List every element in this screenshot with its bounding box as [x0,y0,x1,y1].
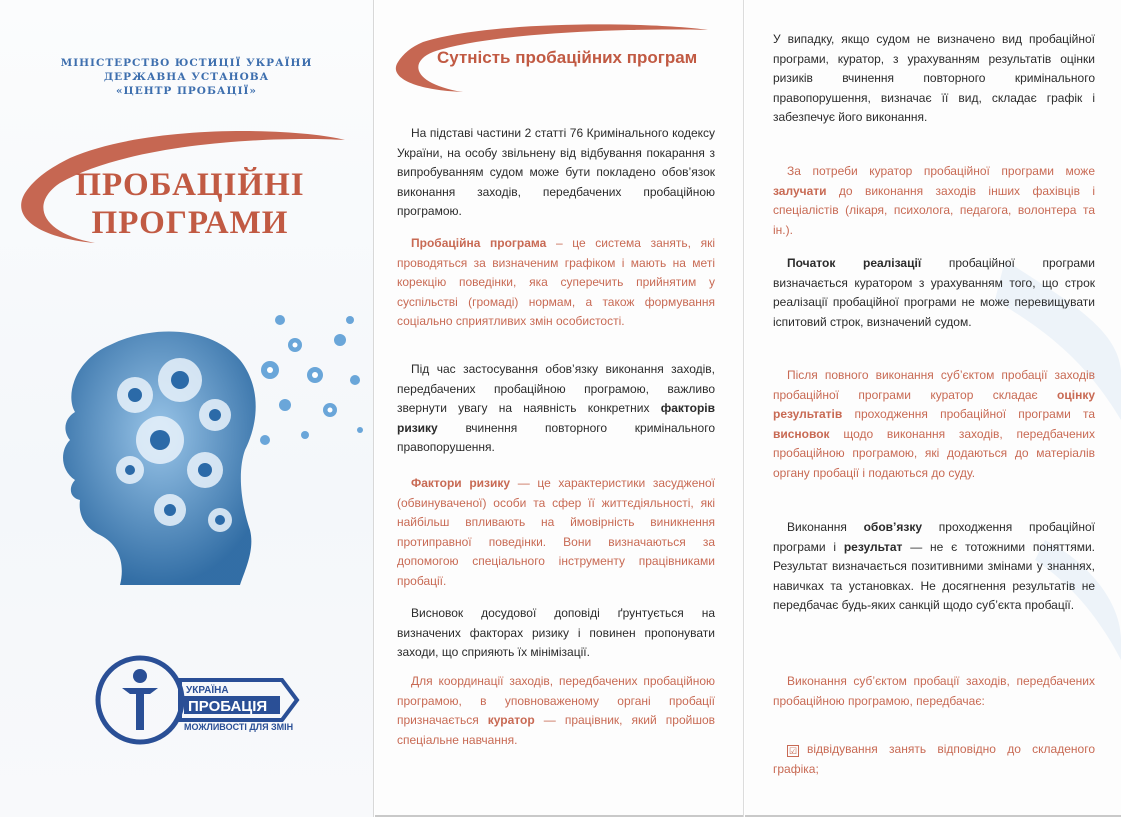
results-text-a: Після повного виконання суб’єктом пробації заходів пробаційної програми куратор складає [773,368,1095,402]
paragraph-unspecified-program [773,30,1095,128]
cover-title-line-2: ПРОГРАМИ [91,205,289,241]
term-curator: куратор [487,713,535,727]
unspecified-text: У випадку, якщо судом не визначено вид пробаційної програми, куратор, з урахуванням результатів оцінки ризиків вчинення повторного кримінального правопорушення, визначає її вид, складає графік і забезпечує його виконання. [773,32,1095,124]
risk-intro-tail: вчинення повторного кримінального правопорушення. [397,420,715,454]
gears-head-illustration [40,300,370,590]
term-risk-factors-def: Фактори ризику [411,476,511,490]
paragraph-risk-factors-intro [397,360,715,458]
paragraph-program-definition [397,234,715,332]
logo-country: УКРАЇНА [186,685,229,696]
risk-intro-text: Під час застосування обов’язку виконання заходів, передбачених пробаційною програмою, важливо звернути увагу на наявність конкретних [397,362,715,415]
execution-text: Виконання суб’єктом пробації заходів, передбачених пробаційною програмою, передбачає: [773,674,1095,708]
term-obligation: обов’язку [863,520,923,534]
ministry-line-2: ДЕРЖАВНА УСТАНОВА [103,71,270,83]
cover-title-line-1: ПРОБАЦІЙНІ [75,167,305,203]
attendance-text: відвідування занять відповідно до складеного графіка; [773,742,1095,776]
term-result: результат [843,539,903,554]
ministry-line-1: МІНІСТЕРСТВО ЮСТИЦІЇ УКРАЇНИ [60,57,313,69]
logo-slogan: МОЖЛИВОСТІ ДЛЯ ЗМІН [184,722,294,732]
paragraph-involve-specialists [773,162,1095,240]
term-risk-factors: факторів ризику [397,401,715,435]
term-results-assessment: оцінку результатів [773,387,1095,421]
obligation-text-a: Виконання [787,520,864,534]
program-definition-text: – це система занять, які проводяться за визначеним графіком і мають на меті корекцію поведінки, яка суперечить прийнятим у суспільстві (громаді) нормам, а також формування соціально сприятливих змін особистості. [397,236,715,328]
term-probation-program: Пробаційна програма [411,236,547,250]
pretrial-text: Висновок досудової доповіді ґрунтується на визначених факторах ризику і повинен пропонувати заходи, що сприяють їх мінімізації. [397,606,715,659]
logo-word: ПРОБАЦІЯ [188,698,268,715]
curator-text: Для координації заходів, передбачених пробаційною програмою, в уповноваженому органі пробації призначається [397,674,715,727]
legal-basis-text: На підставі частини 2 статті 76 Кримінального кодексу України, на особу звільнену від відбування покарання з випробуванням судом може бути покладено обов’язок виконання заходів, передбачених пробаційною програмою. [397,126,715,218]
paragraph-curator [397,672,715,750]
obligation-text-c: — не є тотожними поняттями. Результат визначається позитивними змінами у знаннях, навичках та установках. Не досягнення результатів не передбачає будь-яких санкцій щодо суб’єкта пробації. [773,539,1096,612]
list-item-attendance [773,740,1095,779]
involve-tail: до виконання заходів інших фахівців і спеціалістів (лікаря, психолога, педагога, волонтера та ін.). [773,183,1095,237]
risk-definition-text: — це характеристики засудженої (обвинуваченої) особи та сфер її життєдіяльності, які найбільш впливають на ймовірність виникнення протиправної поведінки. Вони визначаються за допомогою спеціального інструменту працівниками пробації. [397,476,715,588]
paragraph-results-assessment [773,366,1095,483]
paragraph-start-implementation [773,254,1095,332]
term-start: Початок реалізації [787,256,922,270]
section-title: Сутність пробаційних програм [437,48,698,67]
probation-logo [92,650,302,750]
start-text: пробаційної програми визначається куратором з урахуванням того, що строк реалізації пробаційної програми не може перевищувати іспитовий строк, визначений судом. [773,256,1096,329]
middle-panel [375,0,744,817]
paragraph-risk-factors-definition [397,474,715,591]
term-conclusion: висновок [773,426,830,441]
ministry-header [0,56,373,98]
paragraph-pretrial-conclusion [397,604,715,663]
obligation-text-b: проходження пробаційної програми і [773,520,1095,554]
results-text-c: щодо виконання заходів, передбачених пробаційною програмою, які додаються до матеріалів органу пробації і подаються до суду. [773,426,1095,480]
involve-text: За потреби куратор пробаційної програми може [787,164,1095,178]
cover-panel [0,0,374,817]
checkbox-icon: ☑ [788,746,798,756]
ministry-line-3: «ЦЕНТР ПРОБАЦІЇ» [115,85,257,97]
cover-title [40,166,340,242]
right-panel [745,0,1121,817]
term-involve: залучати [773,183,827,198]
curator-tail: — працівник, який пройшов спеціальне навчання. [397,713,716,747]
paragraph-legal-basis [397,124,715,222]
paragraph-execution-measures [773,672,1095,711]
results-text-b: проходження пробаційної програми та [842,407,1095,421]
paragraph-obligation-vs-result [773,518,1095,616]
